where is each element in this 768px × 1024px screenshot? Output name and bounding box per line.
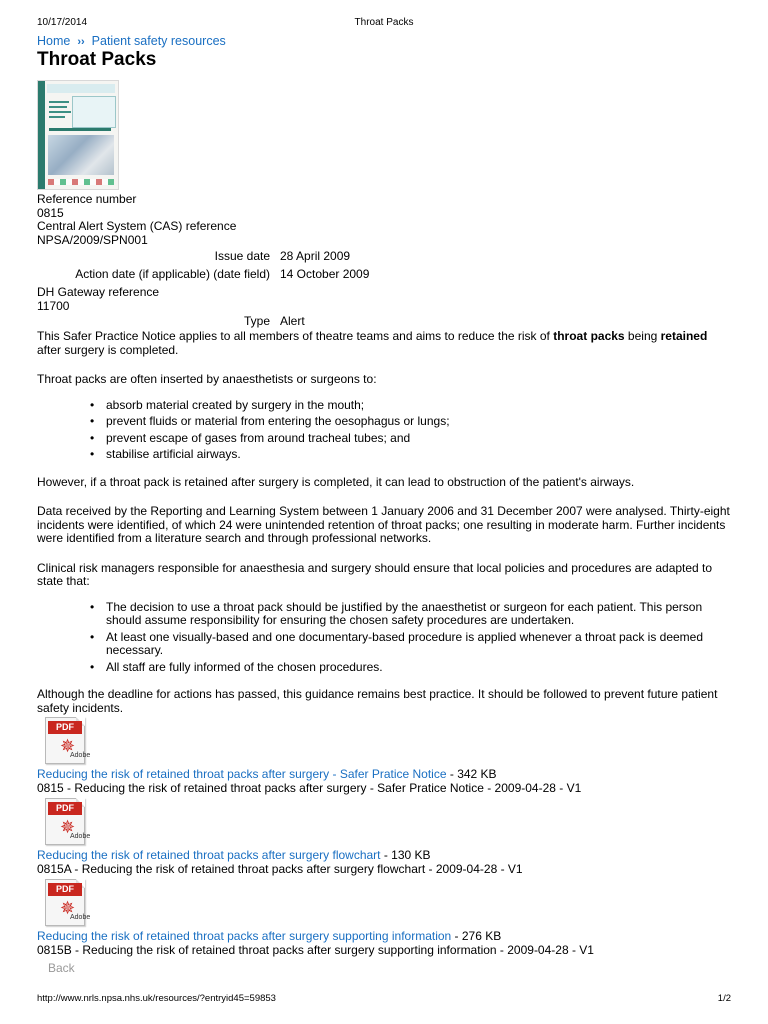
list-item: • The decision to use a throat pack should be justified by the anaesthetist or surgeon for each patient. This person should assume responsibility for ensuring the chosen safety procedures are undertaken. — [106, 601, 731, 628]
download-link[interactable]: Reducing the risk of retained throat packs after surgery flowchart — [37, 848, 381, 862]
dh-gateway-label: DH Gateway reference — [37, 285, 160, 299]
page-number: 1/2 — [717, 993, 731, 1004]
pdf-icon[interactable]: PDF ✵ Adobe — [37, 798, 87, 846]
back-link[interactable]: Back — [48, 961, 75, 975]
action-date-value: 14 October 2009 — [280, 267, 370, 282]
breadcrumb — [37, 34, 731, 49]
action-date-label: Action date (if applicable) (date field) — [75, 267, 270, 282]
download-item — [37, 879, 731, 957]
data-paragraph: Data received by the Reporting and Learning System between 1 January 2006 and 31 December 2007 were analysed. Thirty-eight incidents were identified, of which 24 were unintended retention of throat packs; one resulting in moderate harm. Further incidents were identified from a literature search and through professional networks. — [37, 504, 730, 545]
print-date: 10/17/2014 — [37, 17, 88, 28]
download-description: 0815B - Reducing the risk of retained throat packs after surgery supporting information - 2009-04-28 - V1 — [37, 943, 594, 957]
pdf-icon[interactable]: PDF ✵ Adobe — [37, 879, 87, 927]
breadcrumb-section-link[interactable]: Patient safety resources — [91, 34, 226, 48]
print-header — [37, 17, 731, 31]
file-size: - 130 KB — [380, 848, 431, 862]
reference-number-value: 0815 — [37, 205, 64, 220]
type-label: Type — [243, 313, 270, 328]
file-size: - 342 KB — [446, 767, 497, 781]
download-item — [37, 717, 731, 795]
main-content — [37, 34, 731, 975]
intro-paragraph: This Safer Practice Notice applies to all members of theatre teams and aims to reduce the risk of throat packs being retained after surgery is completed. — [37, 329, 708, 357]
cas-reference-label: Central Alert System (CAS) reference — [37, 219, 237, 233]
list-item: • stabilise artificial airways. — [106, 448, 731, 462]
list-item: • prevent fluids or material from entering the oesophagus or lungs; — [106, 415, 731, 429]
download-link[interactable]: Reducing the risk of retained throat packs after surgery - Safer Pratice Notice — [37, 767, 447, 781]
page-title: Throat Packs — [37, 49, 157, 70]
deadline-paragraph: Although the deadline for actions has passed, this guidance remains best practice. It should be followed to prevent future patient safety incidents. — [37, 687, 718, 715]
clinical-paragraph: Clinical risk managers responsible for anaesthesia and surgery should ensure that local policies and procedures are adapted to state that: — [37, 560, 713, 588]
purpose-list — [37, 399, 731, 462]
download-description: 0815 - Reducing the risk of retained throat packs after surgery - Safer Pratice Notice - 2009-04-28 - V1 — [37, 781, 582, 795]
dh-gateway-value: 11700 — [37, 298, 70, 313]
list-item: • All staff are fully informed of the chosen procedures. — [106, 661, 731, 675]
pdf-icon[interactable]: PDF ✵ Adobe — [37, 717, 87, 765]
reference-number-label: Reference number — [37, 192, 137, 206]
type-value: Alert — [280, 313, 305, 328]
risk-paragraph: However, if a throat pack is retained after surgery is completed, it can lead to obstruction of the patient's airways. — [37, 474, 635, 489]
notice-metadata — [37, 193, 731, 330]
breadcrumb-home-link[interactable]: Home — [37, 34, 71, 48]
print-title: Throat Packs — [354, 17, 414, 28]
file-size: - 276 KB — [451, 929, 502, 943]
issue-date-label: Issue date — [214, 249, 270, 264]
leaflet-thumbnail[interactable] — [37, 80, 119, 190]
cas-reference-value: NPSA/2009/SPN001 — [37, 232, 148, 247]
download-description: 0815A - Reducing the risk of retained throat packs after surgery flowchart - 2009-04-28 - V1 — [37, 862, 523, 876]
list-item: • At least one visually-based and one documentary-based procedure is applied whenever a throat pack is deemed necessary. — [106, 631, 731, 658]
issue-date-value: 28 April 2009 — [280, 249, 351, 264]
list-item: • absorb material created by surgery in the mouth; — [106, 399, 731, 413]
page-url: http://www.nrls.npsa.nhs.uk/resources/?entryid45=59853 — [37, 993, 276, 1004]
policy-list — [37, 601, 731, 675]
download-link[interactable]: Reducing the risk of retained throat packs after surgery supporting information — [37, 929, 452, 943]
list-item: • prevent escape of gases from around tracheal tubes; and — [106, 432, 731, 446]
breadcrumb-separator: ›› — [77, 36, 85, 48]
download-item — [37, 798, 731, 876]
inserted-paragraph: Throat packs are often inserted by anaesthetists or surgeons to: — [37, 372, 377, 386]
